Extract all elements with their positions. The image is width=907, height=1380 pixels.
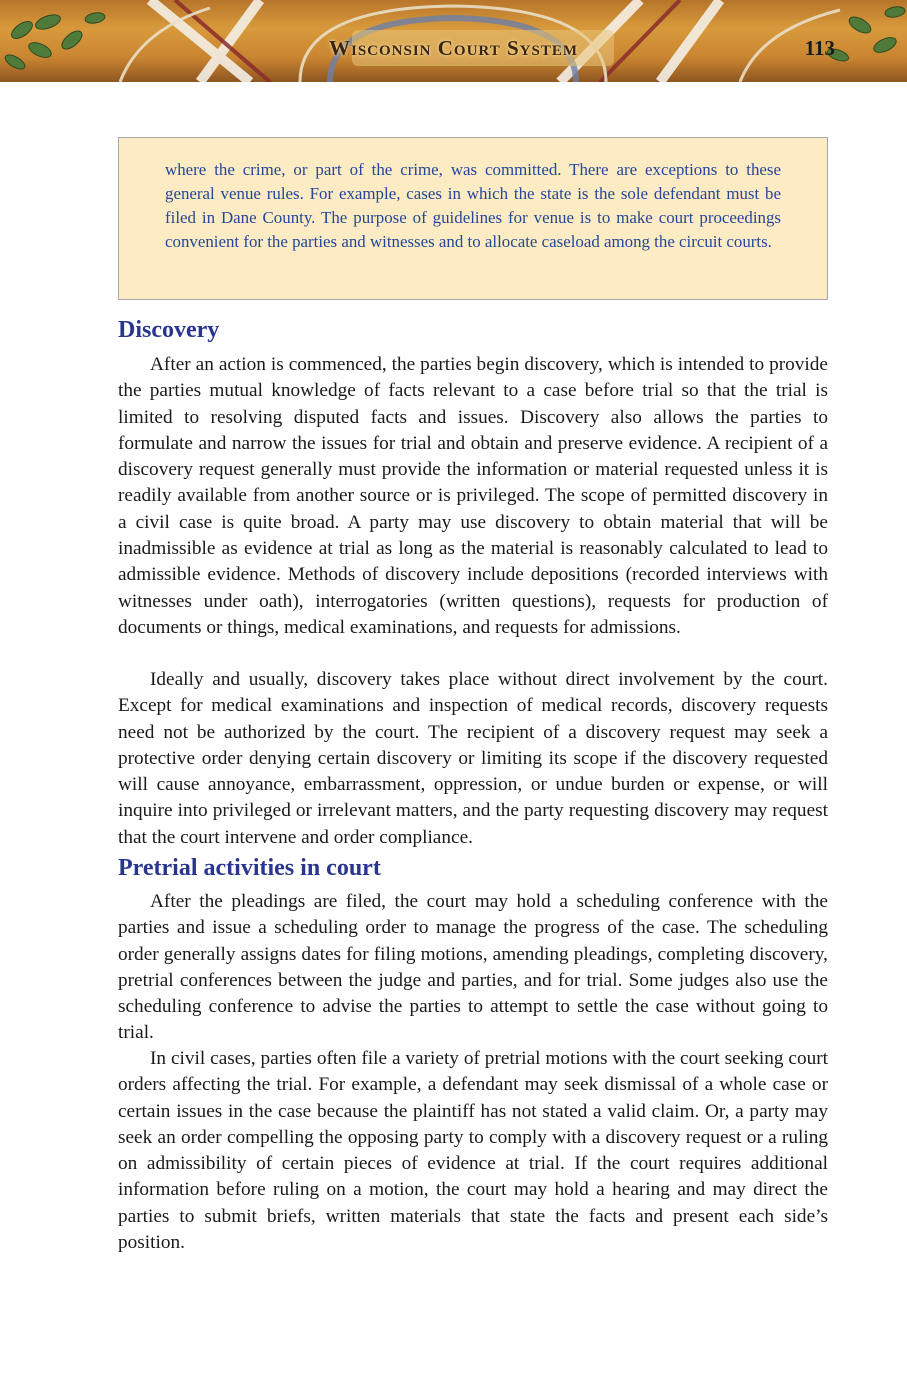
pretrial-paragraph-2: In civil cases, parties often file a variety of pretrial motions with the court seeking court orders affecting the trial. For example, a defendant may seek dismissal of a whole case or certain issues in the case because the plaintiff has not stated a valid claim. Or, a party may seek an order compelling the opposing party to comply with a discovery request or a ruling on admissibility of certain pieces of evidence at trial. If the court requires additional information before ruling on a motion, the court may hold a hearing and may direct the parties to submit briefs, written materials that state the facts and present each side’s position. — [118, 1048, 828, 1254]
page-number: 113 — [804, 36, 835, 60]
discovery-paragraph-1: After an action is commenced, the parties begin discovery, which is intended to provide the parties mutual knowledge of facts relevant to a case before trial so that the trial is limited to resolving disputed facts and issues. Discovery also allows the parties to formulate and narrow the issues for trial and obtain and preserve evidence. A recipient of a discovery request generally must provide the information or material requested unless it is readily available from another source or is privileged. The scope of permitted discovery in a civil case is quite broad. A party may use discovery to obtain material that will be inadmissible as evidence at trial as long as the material is reasonably calculated to lead to admissible evidence. Methods of discovery include depositions (recorded interviews with witnesses under oath), interrogatories (written questions), requests for production of documents or things, medical examinations, and requests for admissions. — [118, 354, 828, 638]
header-banner — [0, 0, 907, 82]
discovery-paragraph-2: Ideally and usually, discovery takes place without direct involvement by the court. Except for medical examinations and inspection of medical records, discovery requests need not be authorized by the court. The recipient of a discovery request may seek a protective order denying certain discovery or limiting its scope if the discovery requested will cause annoyance, embarrassment, oppression, or undue burden or expense, or will inquire into privileged or irrelevant matters, and the party requesting discovery may request that the court intervene and order compliance. — [118, 669, 828, 848]
section-heading-discovery: Discovery — [118, 317, 220, 343]
callout-text: where the crime, or part of the crime, was committed. There are exceptions to these general venue rules. For example, cases in which the state is the sole defendant must be filed in Dane County. The purpose of guidelines for venue is to make court proceedings convenient for the parties and witnesses and to allocate caseload among the circuit courts. — [165, 160, 781, 251]
continued-callout-box — [118, 137, 828, 300]
pretrial-paragraph-1: After the pleadings are filed, the court may hold a scheduling conference with the parties and issue a scheduling order to manage the progress of the case. The scheduling order generally assigns dates for filing motions, amending pleadings, completing discovery, pretrial conferences between the judge and parties, and for trial. Some judges also use the scheduling conference to advise the parties to attempt to settle the case without going to trial. — [118, 891, 828, 1044]
publication-title: Wisconsin Court System — [328, 36, 579, 60]
section-heading-pretrial: Pretrial activities in court — [118, 855, 381, 881]
